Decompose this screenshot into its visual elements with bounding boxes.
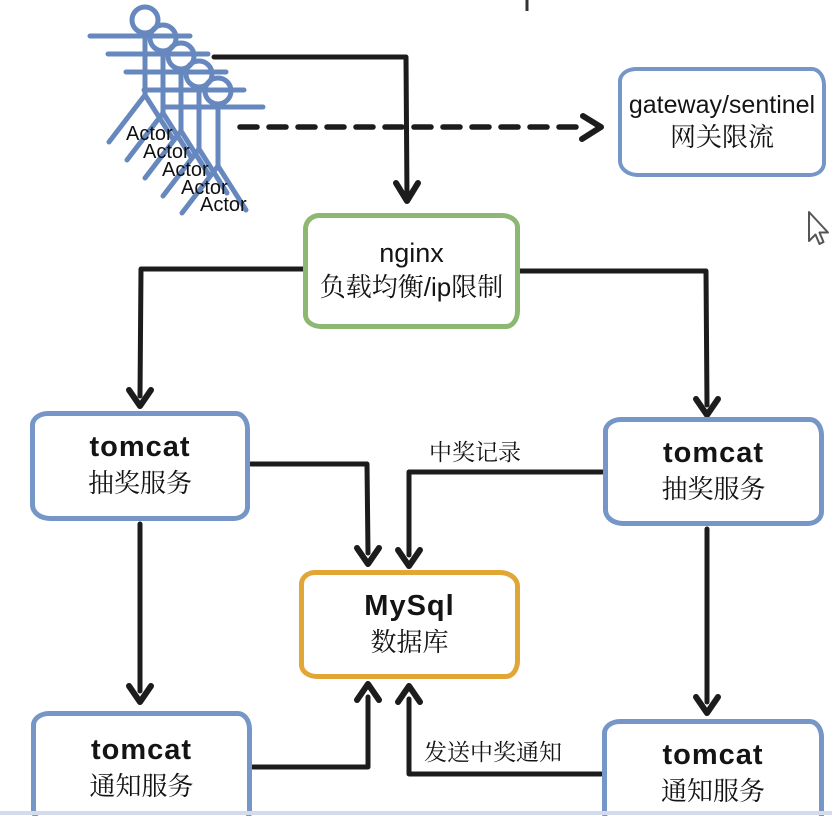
node-tomcat-lottery-left[interactable]: [30, 411, 250, 521]
actor-label[interactable]: Actor: [181, 177, 228, 199]
node-tomcat-notify-left[interactable]: [31, 711, 252, 816]
edge-actors-to-gateway[interactable]: [240, 116, 601, 139]
actor-label[interactable]: Actor: [126, 123, 173, 145]
node-tomcat-lottery-right[interactable]: [603, 417, 824, 526]
node-tomcat-lottery-right-subtitle: 抽奖服务: [661, 473, 766, 504]
edge-lottery-right-to-notify-right[interactable]: [696, 529, 718, 713]
node-tomcat-lottery-left-title: tomcat: [89, 431, 191, 464]
node-tomcat-lottery-left-subtitle: 抽奖服务: [87, 468, 192, 499]
node-nginx[interactable]: [303, 213, 520, 329]
edge-notify-left-to-mysql[interactable]: [253, 684, 379, 767]
edge-lottery-left-to-mysql[interactable]: [251, 464, 379, 564]
actor-label[interactable]: Actor: [143, 141, 190, 163]
node-mysql-subtitle: 数据库: [370, 626, 449, 657]
edge-lottery-right-to-mysql[interactable]: [398, 472, 602, 566]
bottom-separator: [0, 811, 832, 815]
edge-nginx-to-lottery-right[interactable]: [520, 271, 718, 415]
node-mysql-title: MySql: [364, 589, 455, 622]
node-gateway-subtitle: 网关限流: [669, 121, 774, 152]
cursor-arrow-icon: [809, 212, 828, 244]
node-nginx-title: nginx: [379, 237, 444, 268]
actor-label[interactable]: Actor: [200, 194, 247, 216]
node-tomcat-lottery-right-title: tomcat: [662, 436, 765, 469]
actor-label[interactable]: Actor: [162, 159, 209, 181]
node-gateway[interactable]: [618, 67, 826, 177]
node-tomcat-notify-left-title: tomcat: [90, 733, 193, 766]
edge-label-send-notify[interactable]: 发送中奖通知: [424, 739, 562, 765]
node-gateway-title: gateway/sentinel: [628, 91, 816, 120]
node-mysql[interactable]: [299, 570, 520, 679]
edge-nginx-to-lottery-left[interactable]: [129, 269, 309, 406]
node-tomcat-notify-right[interactable]: [602, 719, 824, 816]
node-tomcat-notify-left-subtitle: 通知服务: [89, 770, 194, 801]
node-tomcat-notify-right-title: tomcat: [662, 739, 764, 772]
node-tomcat-notify-right-subtitle: 通知服务: [660, 776, 765, 807]
edge-label-win-record[interactable]: 中奖记录: [429, 439, 521, 465]
edge-lottery-left-to-notify-left[interactable]: [129, 524, 151, 702]
actors-figures[interactable]: [90, 7, 263, 213]
node-nginx-subtitle: 负载均衡/ip限制: [319, 272, 504, 303]
